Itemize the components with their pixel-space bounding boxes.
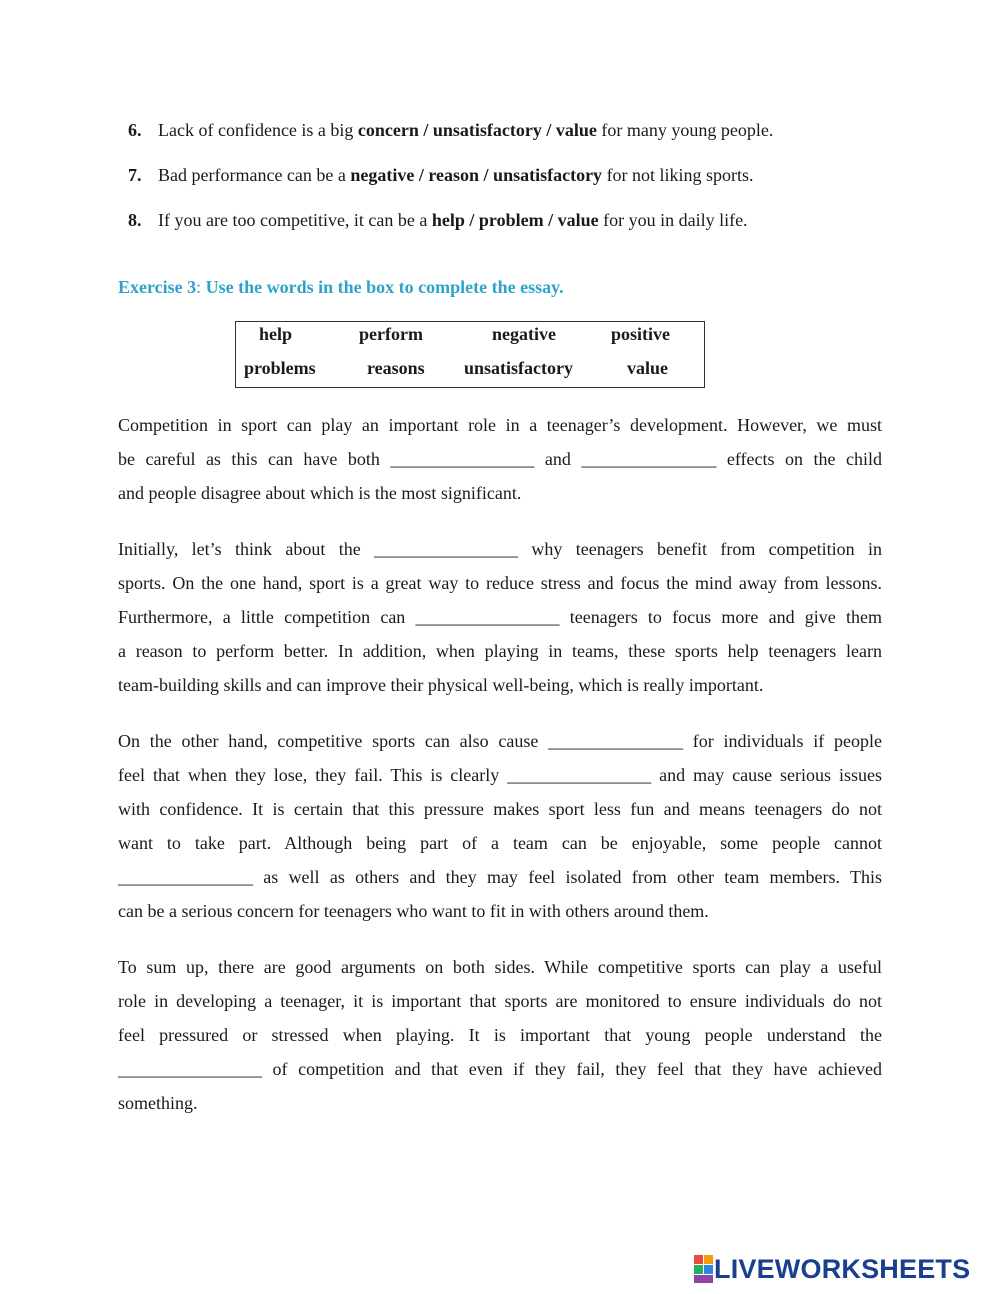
essay-line[interactable]: ________________ of competition and that even if they fail, they feel that they have achieved [118, 1059, 882, 1079]
essay-paragraph-3 [118, 724, 882, 928]
question-options[interactable]: negative / reason / unsatisfactory [350, 165, 603, 185]
exercise-label: Exercise 3 [118, 277, 197, 297]
question-text-end: for not liking sports. [602, 165, 754, 185]
word-positive: positive [611, 324, 671, 344]
question-text: If you are too competitive, it can be a [158, 210, 432, 230]
essay-line: feel pressured or stressed when playing. It is important that young people understand the [118, 1025, 882, 1045]
essay-line[interactable]: be careful as this can have both ________________ and _______________ effects on the child [118, 449, 882, 469]
essay-line[interactable]: _______________ as well as others and they may feel isolated from other team members. This [118, 867, 882, 887]
word-reasons: reasons [367, 358, 425, 378]
essay-paragraph-4 [118, 950, 882, 1120]
essay-paragraph-2 [118, 532, 882, 702]
question-text-end: for many young people. [596, 120, 774, 140]
question-text: Bad performance can be a [158, 165, 351, 185]
essay-line[interactable]: feel that when they lose, they fail. This is clearly ________________ and may cause serious issues [118, 765, 882, 785]
liveworksheets-logo[interactable] [694, 1254, 970, 1284]
exercise-title [118, 277, 564, 298]
question-number: 7. [128, 165, 142, 185]
question-text: Lack of confidence is a big [158, 120, 358, 140]
word-box [235, 321, 705, 388]
word-value: value [627, 358, 669, 378]
logo-text: LIVEWORKSHEETS [714, 1253, 971, 1284]
essay-line: role in developing a teenager, it is important that sports are monitored to ensure individuals do not [118, 991, 882, 1011]
word-help: help [259, 324, 293, 344]
essay-line: and people disagree about which is the most significant. [118, 483, 522, 503]
exercise-colon: : [196, 277, 202, 297]
question-number: 8. [128, 210, 142, 230]
question-options[interactable]: concern / unsatisfactory / value [357, 120, 597, 140]
essay-line: a reason to perform better. In addition, when playing in teams, these sports help teenagers learn [118, 641, 882, 661]
word-unsatisfactory: unsatisfactory [464, 358, 573, 378]
essay-line[interactable]: On the other hand, competitive sports can also cause _______________ for individuals if people [118, 731, 882, 751]
question-6 [128, 119, 773, 141]
question-7 [128, 164, 754, 186]
question-8 [128, 209, 748, 231]
essay-line: can be a serious concern for teenagers who want to fit in with others around them. [118, 901, 709, 921]
essay-paragraph-1 [118, 408, 882, 510]
question-text-end: for you in daily life. [598, 210, 748, 230]
word-perform: perform [359, 324, 423, 344]
essay-line: team-building skills and can improve their physical well-being, which is really important. [118, 675, 764, 695]
word-problems: problems [244, 358, 316, 378]
essay-line: Competition in sport can play an important role in a teenager’s development. However, we must [118, 415, 882, 435]
essay-line: sports. On the one hand, sport is a great way to reduce stress and focus the mind away from lessons. [118, 573, 882, 593]
essay-line[interactable]: Initially, let’s think about the ________________ why teenagers benefit from competition in [118, 539, 882, 559]
essay-line: want to take part. Although being part of a team can be enjoyable, some people cannot [118, 833, 882, 853]
essay-line[interactable]: Furthermore, a little competition can ________________ teenagers to focus more and give them [118, 607, 882, 627]
logo-mark-icon [694, 1255, 714, 1283]
word-negative: negative [492, 324, 556, 344]
question-number: 6. [128, 120, 142, 140]
exercise-instruction: Use the words in the box to complete the essay. [201, 277, 564, 297]
essay-line: something. [118, 1093, 198, 1113]
essay-line: with confidence. It is certain that this pressure makes sport less fun and means teenagers do not [118, 799, 882, 819]
question-options[interactable]: help / problem / value [431, 210, 599, 230]
essay-line: To sum up, there are good arguments on both sides. While competitive sports can play a useful [118, 957, 882, 977]
